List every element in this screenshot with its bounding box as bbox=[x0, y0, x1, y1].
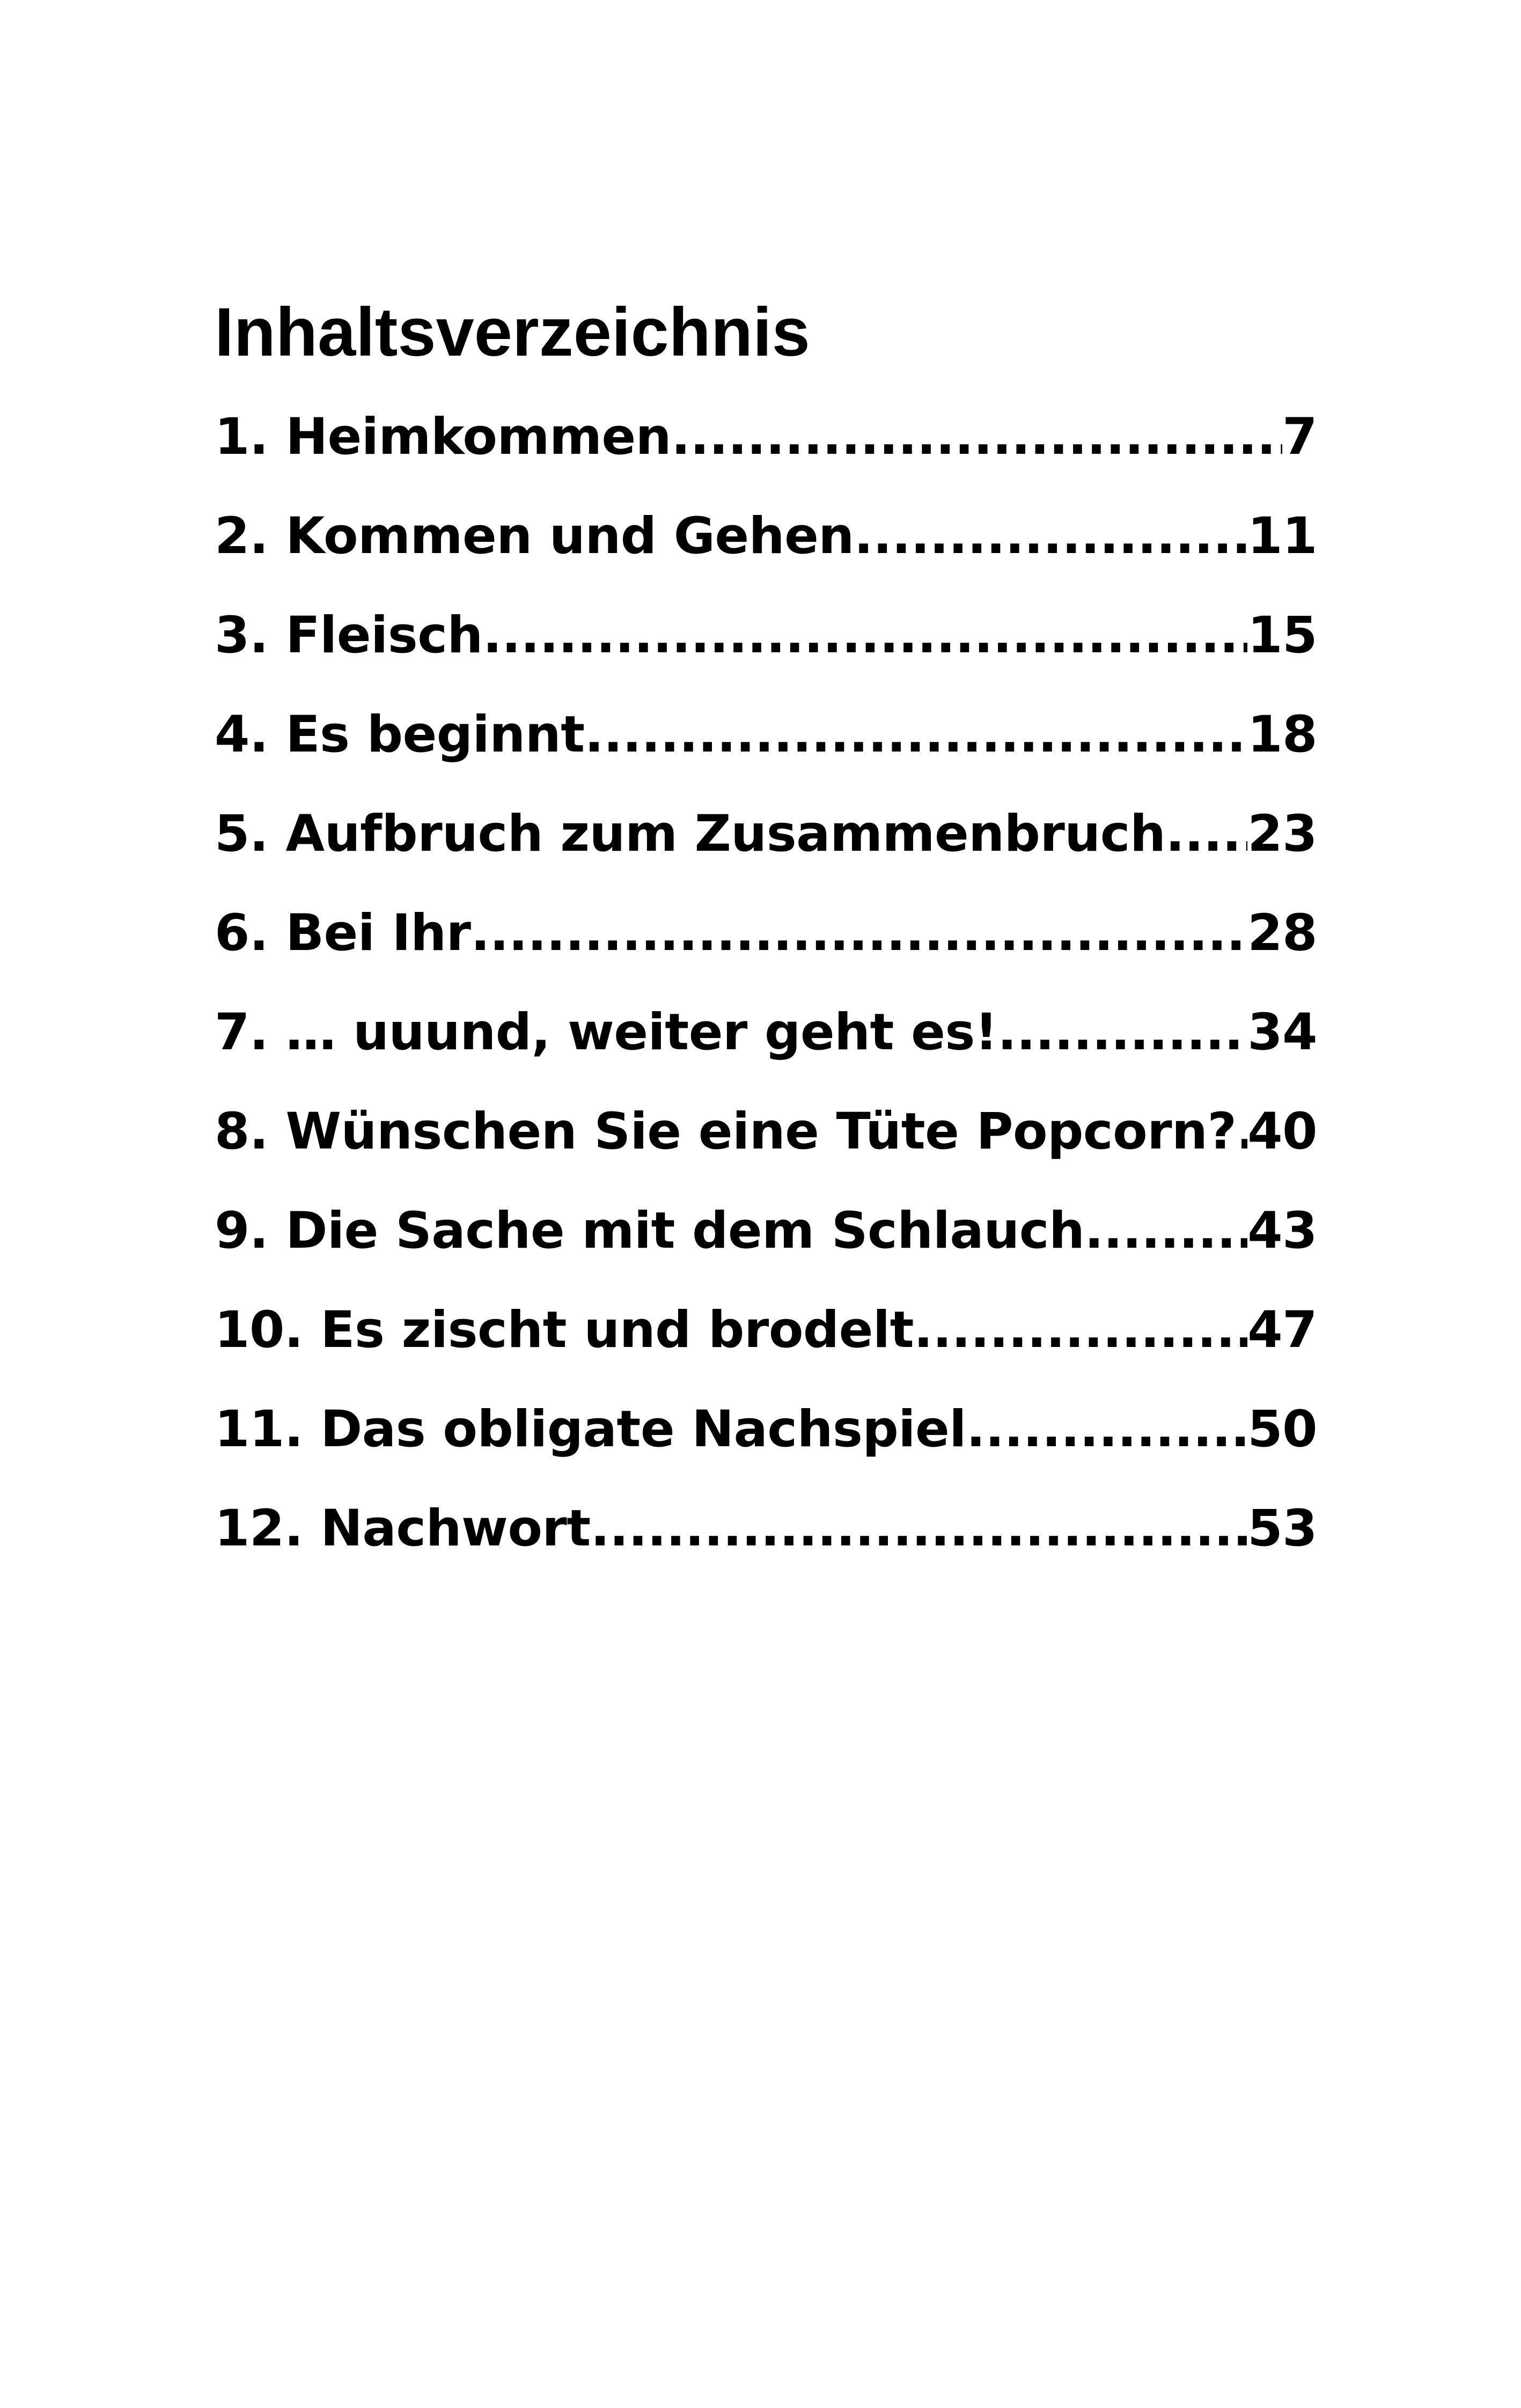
toc-entry-label: 5. Aufbruch zum Zusammenbruch bbox=[215, 805, 1166, 863]
toc-dot-leader bbox=[585, 700, 1248, 770]
toc-entry-page: 34 bbox=[1247, 1003, 1317, 1062]
toc-entry-label: 12. Nachwort bbox=[215, 1499, 591, 1558]
toc-dot-leader bbox=[591, 1494, 1247, 1564]
toc-entry-page: 53 bbox=[1247, 1499, 1317, 1558]
toc-entry bbox=[215, 1494, 1317, 1593]
toc-entry-page: 23 bbox=[1247, 805, 1317, 863]
toc-entry bbox=[215, 998, 1317, 1097]
toc-entry-label: 2. Kommen und Gehen bbox=[215, 507, 854, 565]
toc-dot-leader bbox=[914, 1295, 1247, 1365]
toc-entry-page: 18 bbox=[1247, 705, 1317, 764]
toc-entry bbox=[215, 1295, 1317, 1395]
toc-dot-leader bbox=[1084, 1196, 1247, 1266]
toc-dot-leader bbox=[471, 899, 1247, 968]
toc-entry-label: 1. Heimkommen bbox=[215, 408, 672, 466]
toc-entry-label: 3. Fleisch bbox=[215, 606, 483, 665]
toc-entry-page: 50 bbox=[1247, 1400, 1317, 1459]
toc-entry-label: 10. Es zischt und brodelt bbox=[215, 1301, 914, 1359]
toc-dot-leader bbox=[671, 402, 1282, 472]
toc-entry-page: 43 bbox=[1247, 1202, 1317, 1260]
toc-dot-leader bbox=[854, 502, 1247, 571]
toc-entry-label: 4. Es beginnt bbox=[215, 705, 585, 764]
toc-entry-label: 9. Die Sache mit dem Schlauch bbox=[215, 1202, 1085, 1260]
toc-entry bbox=[215, 1395, 1317, 1494]
toc-entry bbox=[215, 700, 1317, 799]
toc-entry-label: 7. … uuund, weiter geht es! bbox=[215, 1003, 998, 1062]
toc-entry-page: 40 bbox=[1247, 1102, 1317, 1161]
toc-dot-leader bbox=[1237, 1097, 1248, 1167]
toc-dot-leader bbox=[966, 1395, 1247, 1464]
toc-entry bbox=[215, 402, 1317, 502]
toc-entry-label: 11. Das obligate Nachspiel bbox=[215, 1400, 966, 1459]
toc-entry bbox=[215, 899, 1317, 998]
toc-entry-label: 6. Bei Ihr bbox=[215, 904, 471, 962]
toc-entry-page: 47 bbox=[1247, 1301, 1317, 1359]
toc-entry bbox=[215, 799, 1317, 899]
toc-dot-leader bbox=[483, 601, 1247, 671]
toc-entry bbox=[215, 1196, 1317, 1295]
toc-entry bbox=[215, 502, 1317, 601]
toc-entry bbox=[215, 601, 1317, 700]
toc-entry-page: 15 bbox=[1247, 606, 1317, 665]
toc-title: Inhaltsverzeichnis bbox=[215, 294, 810, 371]
toc-entry bbox=[215, 1097, 1317, 1196]
toc-list bbox=[215, 402, 1317, 1593]
toc-dot-leader bbox=[997, 998, 1247, 1067]
toc-dot-leader bbox=[1165, 799, 1247, 869]
toc-entry-page: 28 bbox=[1247, 904, 1317, 962]
toc-entry-label: 8. Wünschen Sie eine Tüte Popcorn? bbox=[215, 1102, 1237, 1161]
toc-entry-page: 11 bbox=[1247, 507, 1317, 565]
toc-entry-page: 7 bbox=[1282, 408, 1317, 466]
